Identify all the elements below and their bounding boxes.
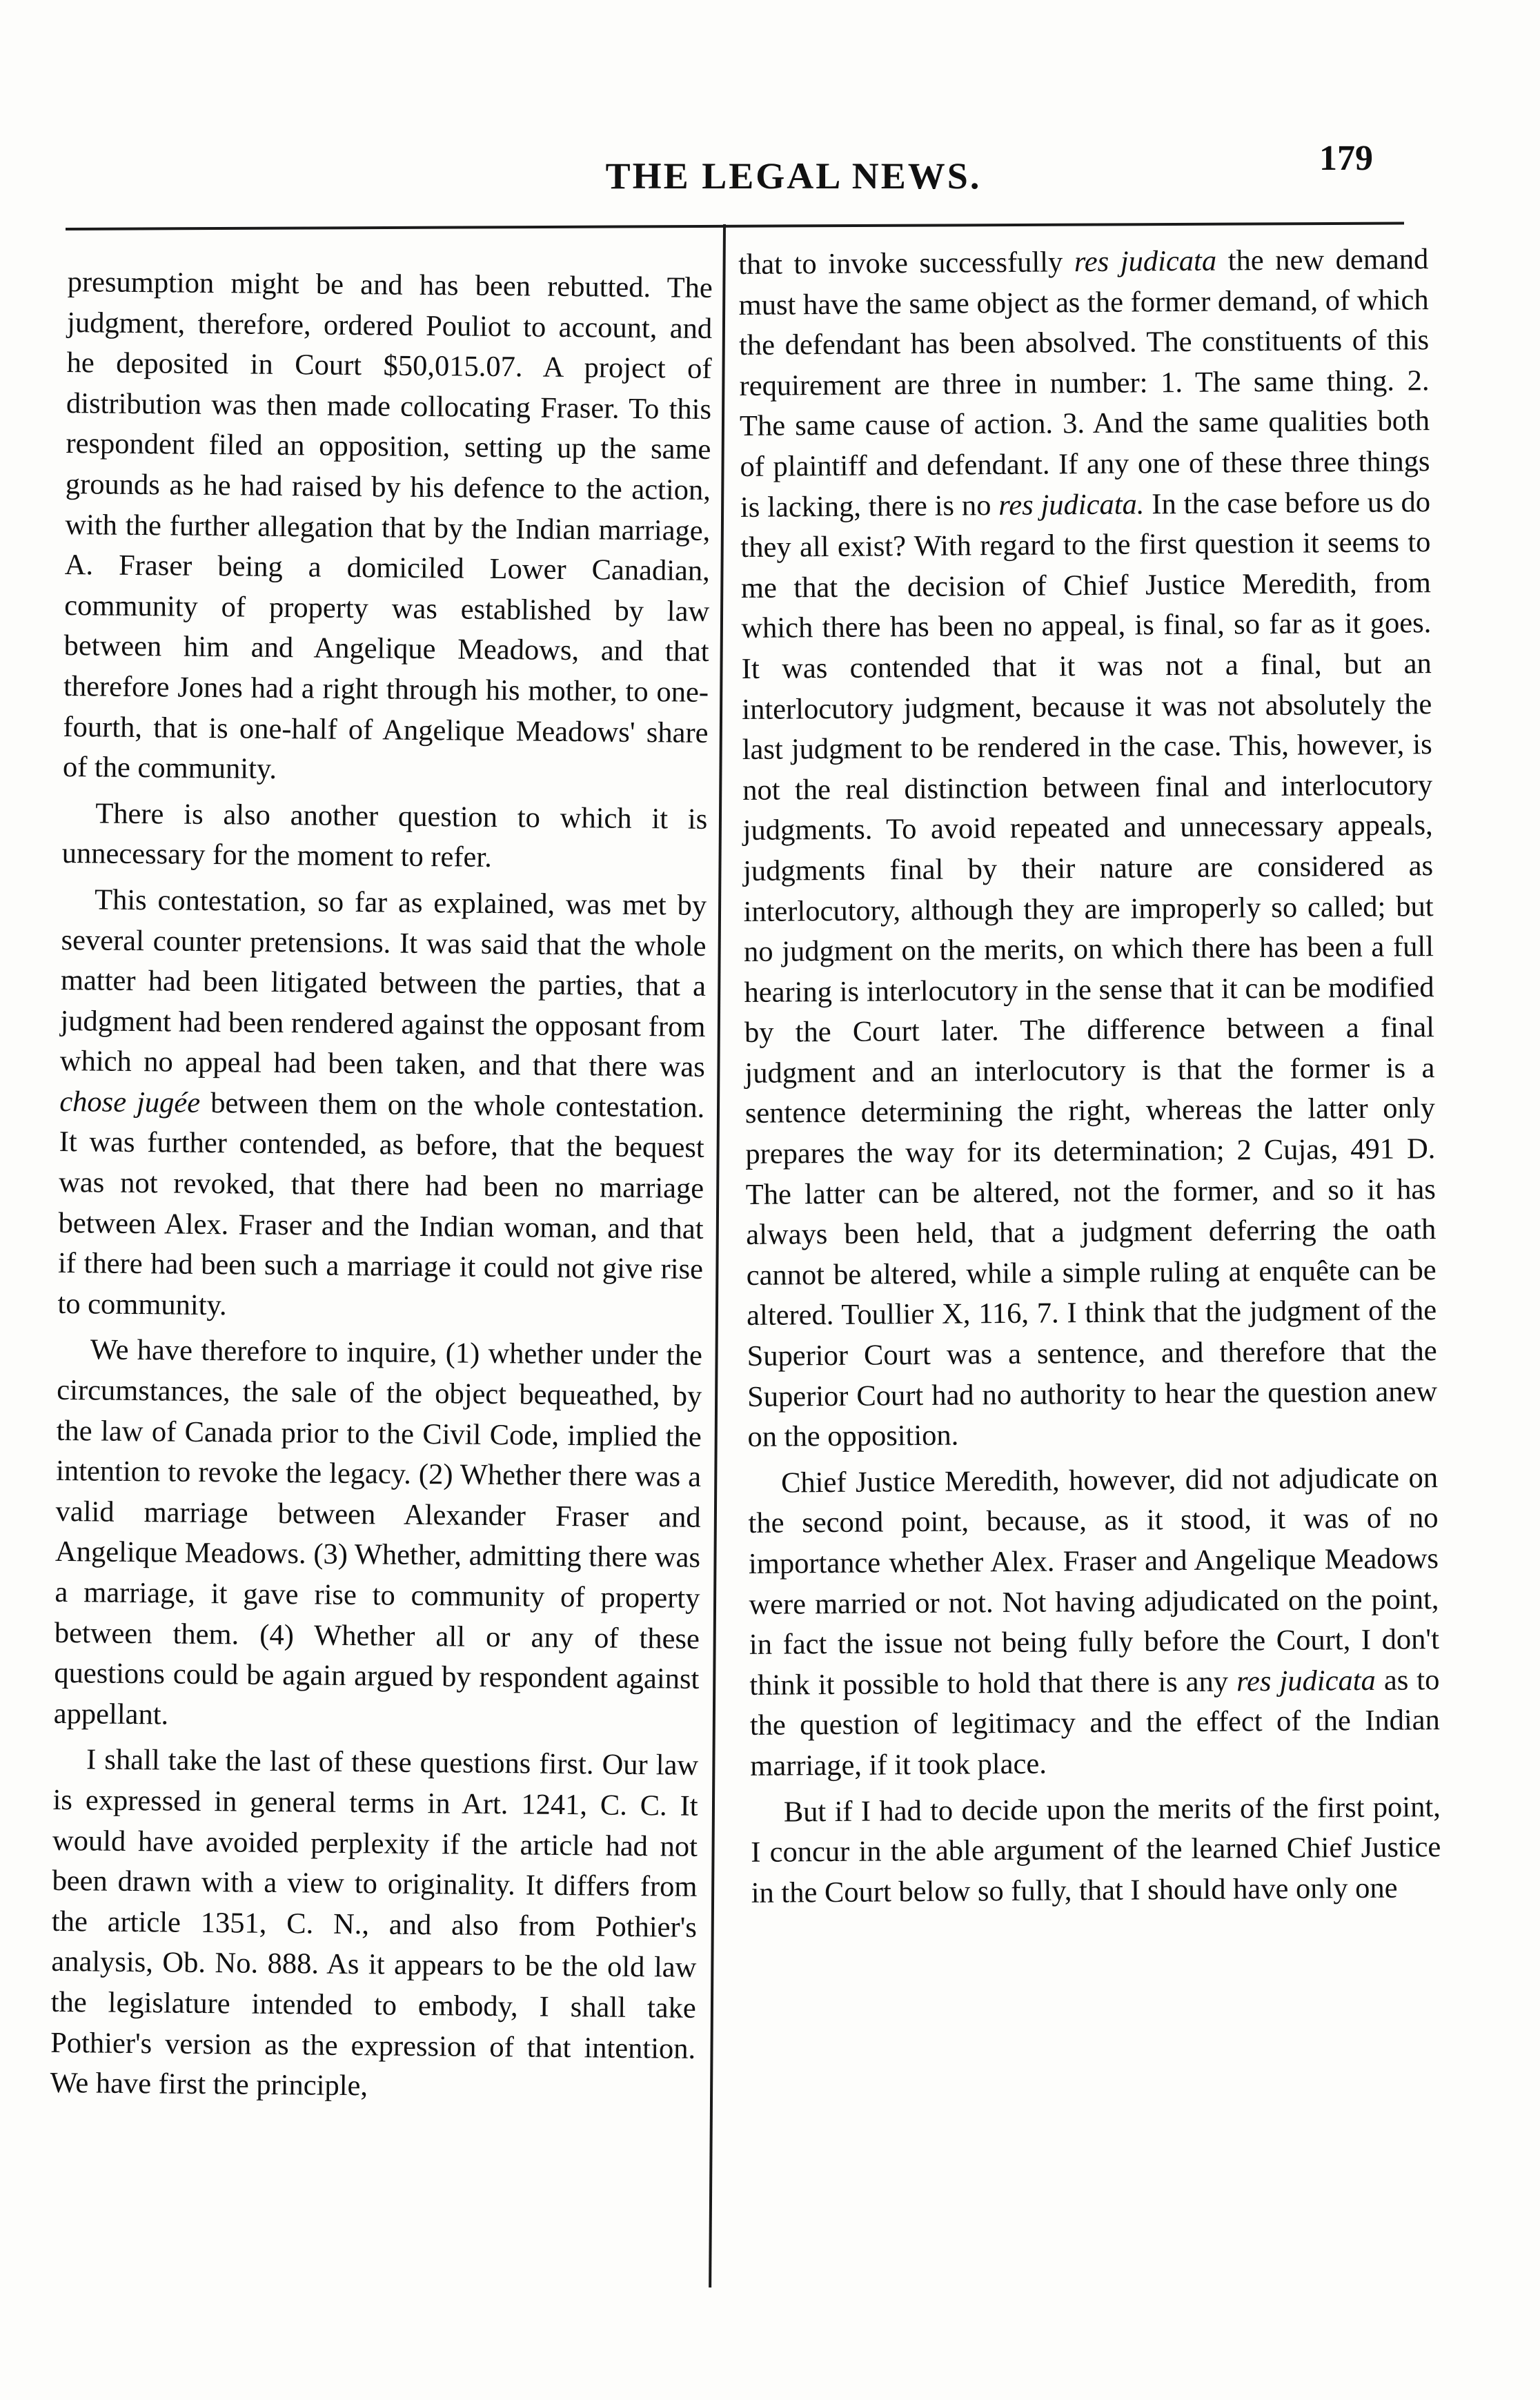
column-divider-rule xyxy=(709,224,726,2288)
right-paragraph-2-italic: res judicata xyxy=(1236,1664,1376,1698)
left-paragraph-5: I shall take the last of these questions first. Our law is expressed in general terms in Art. 1241, C. C. It would have avoided perplexity if the article had not been drawn with a view to originality. It differs from the article 1351, C. N., and also from Pothier's analysis, Ob. No. 888. As it appears to be the old law the legislature intended to embody, I shall take Pothier's version as the expression of that intention. We have first the principle, xyxy=(50,1743,699,2103)
left-paragraph-3 xyxy=(57,880,707,1330)
left-paragraph-4: We have therefore to inquire, (1) whether under the circumstances, the sale of the object bequeathed, by the law of Canada prior to the Civil Code, implied the intention to revoke the legacy. (2) Whether there was a valid marriage between Alexander Fraser and Angelique Meadows. (3) Whether, admitting there was a marriage, it gave rise to community of property between them. (4) Whether all or any of these questions could be again argued by respondent against appellant. xyxy=(53,1333,703,1731)
right-paragraph-3: But if I had to decide upon the merits of the first point, I concur in the able argument of the learned Chief Justice in the Court below so fully, that I should have only one xyxy=(751,1790,1441,1909)
right-paragraph-1-italic-1: res judicata xyxy=(1074,244,1217,279)
left-paragraph-3-text-a: This contestation, so far as explained, was met by several counter pretensions. It was said that the whole matter had been litigated between the parties, that a judgment had been rendered against the opposant from which no appeal had been taken, and that there was xyxy=(59,883,707,1084)
right-paragraph-1-italic-2: res judicata. xyxy=(998,487,1145,522)
header-rule xyxy=(66,222,1404,230)
left-paragraph-2: There is also another question to which it is unnecessary for the moment to refer. xyxy=(61,797,708,874)
right-paragraph-1-text-b: the new demand must have the same object as the former demand, of which the defendant has been absolved. The constituents of this requirement are three in number: 1. The same thing. 2. The same cause of action. 3. And the same qualities both of plaintiff and defendant. If any one of these three things is lacking, there is no xyxy=(738,243,1430,524)
right-paragraph-1 xyxy=(738,239,1438,1458)
right-paragraph-1-text-a: that to invoke successfully xyxy=(738,246,1063,281)
left-paragraph-3-italic: chose jugée xyxy=(59,1085,201,1119)
right-column xyxy=(738,239,1441,1919)
running-title: THE LEGAL NEWS. xyxy=(605,155,982,197)
right-paragraph-2-text-a: Chief Justice Meredith, however, did not adjudicate on the second point, because, as it stood, it was of no importance whether Alex. Fraser and Angelique Meadows were married or not. Not having adjudicated on the point, in fact the issue not being fully before the Court, I don't think it possible to hold that there is any xyxy=(748,1461,1440,1702)
page-number: 179 xyxy=(1319,139,1373,178)
left-paragraph-3-text-b: between them on the whole contestation. It was further contended, as before, that the bequest was not revoked, that there had been no marriage between Alex. Fraser and the Indian woman, and that if there had been such a marriage it could not give rise to community. xyxy=(57,1086,705,1322)
running-head xyxy=(0,139,1540,204)
right-paragraph-2-text-b: as to the question of legitimacy and the effect of the Indian marriage, if it took place. xyxy=(749,1663,1441,1782)
left-paragraph-1: presumption might be and has been rebutted. The judgment, therefore, ordered Pouliot to account, and he deposited in Court $50,015.07. A project of distribution was then made collocating Fraser. To this respondent filed an opposition, setting up the same grounds as he had raised by his defence to the action, with the further allegation that by the Indian marriage, A. Fraser being a domiciled Lower Canadian, community of property was established by law between him and Angelique Meadows, and that therefore Jones had a right through his mother, to one-fourth, that is one-half of Angelique Meadows' share of the community. xyxy=(62,265,713,786)
right-paragraph-1-text-c: In the case before us do they all exist? With regard to the first question it seems to me that the decision of Chief Justice Meredith, from which there has been no appeal, is final, so far as it goes. It was contended that it was not a final, but an interlocutory judgment, because it was not absolutely the last judgment to be rendered in the case. This, however, is not the real distinction between final and interlocutory judgments. To avoid repeated and unnecessary appeals, judgments final by their nature are considered as interlocutory, although they are improperly so called; but no judgment on the merits, on which there has been a full hearing is interlocutory in the sense that it can be modified by the Court later. The difference between a final judgment and an interlocutory is that the former is a sentence determining the right, whereas the latter only prepares the way for its determination; 2 Cujas, 491 D. The latter can be altered, not the former, and so it has always been held, that a judgment deferring the oath cannot be altered, while a simple ruling at enquête can be altered. Toullier X, 116, 7. I think that the judgment of the Superior Court was a sentence, and therefore that the Superior Court had no authority to hear the question anew on the opposition. xyxy=(740,485,1438,1454)
left-column xyxy=(50,262,713,2116)
right-paragraph-2 xyxy=(748,1458,1441,1787)
